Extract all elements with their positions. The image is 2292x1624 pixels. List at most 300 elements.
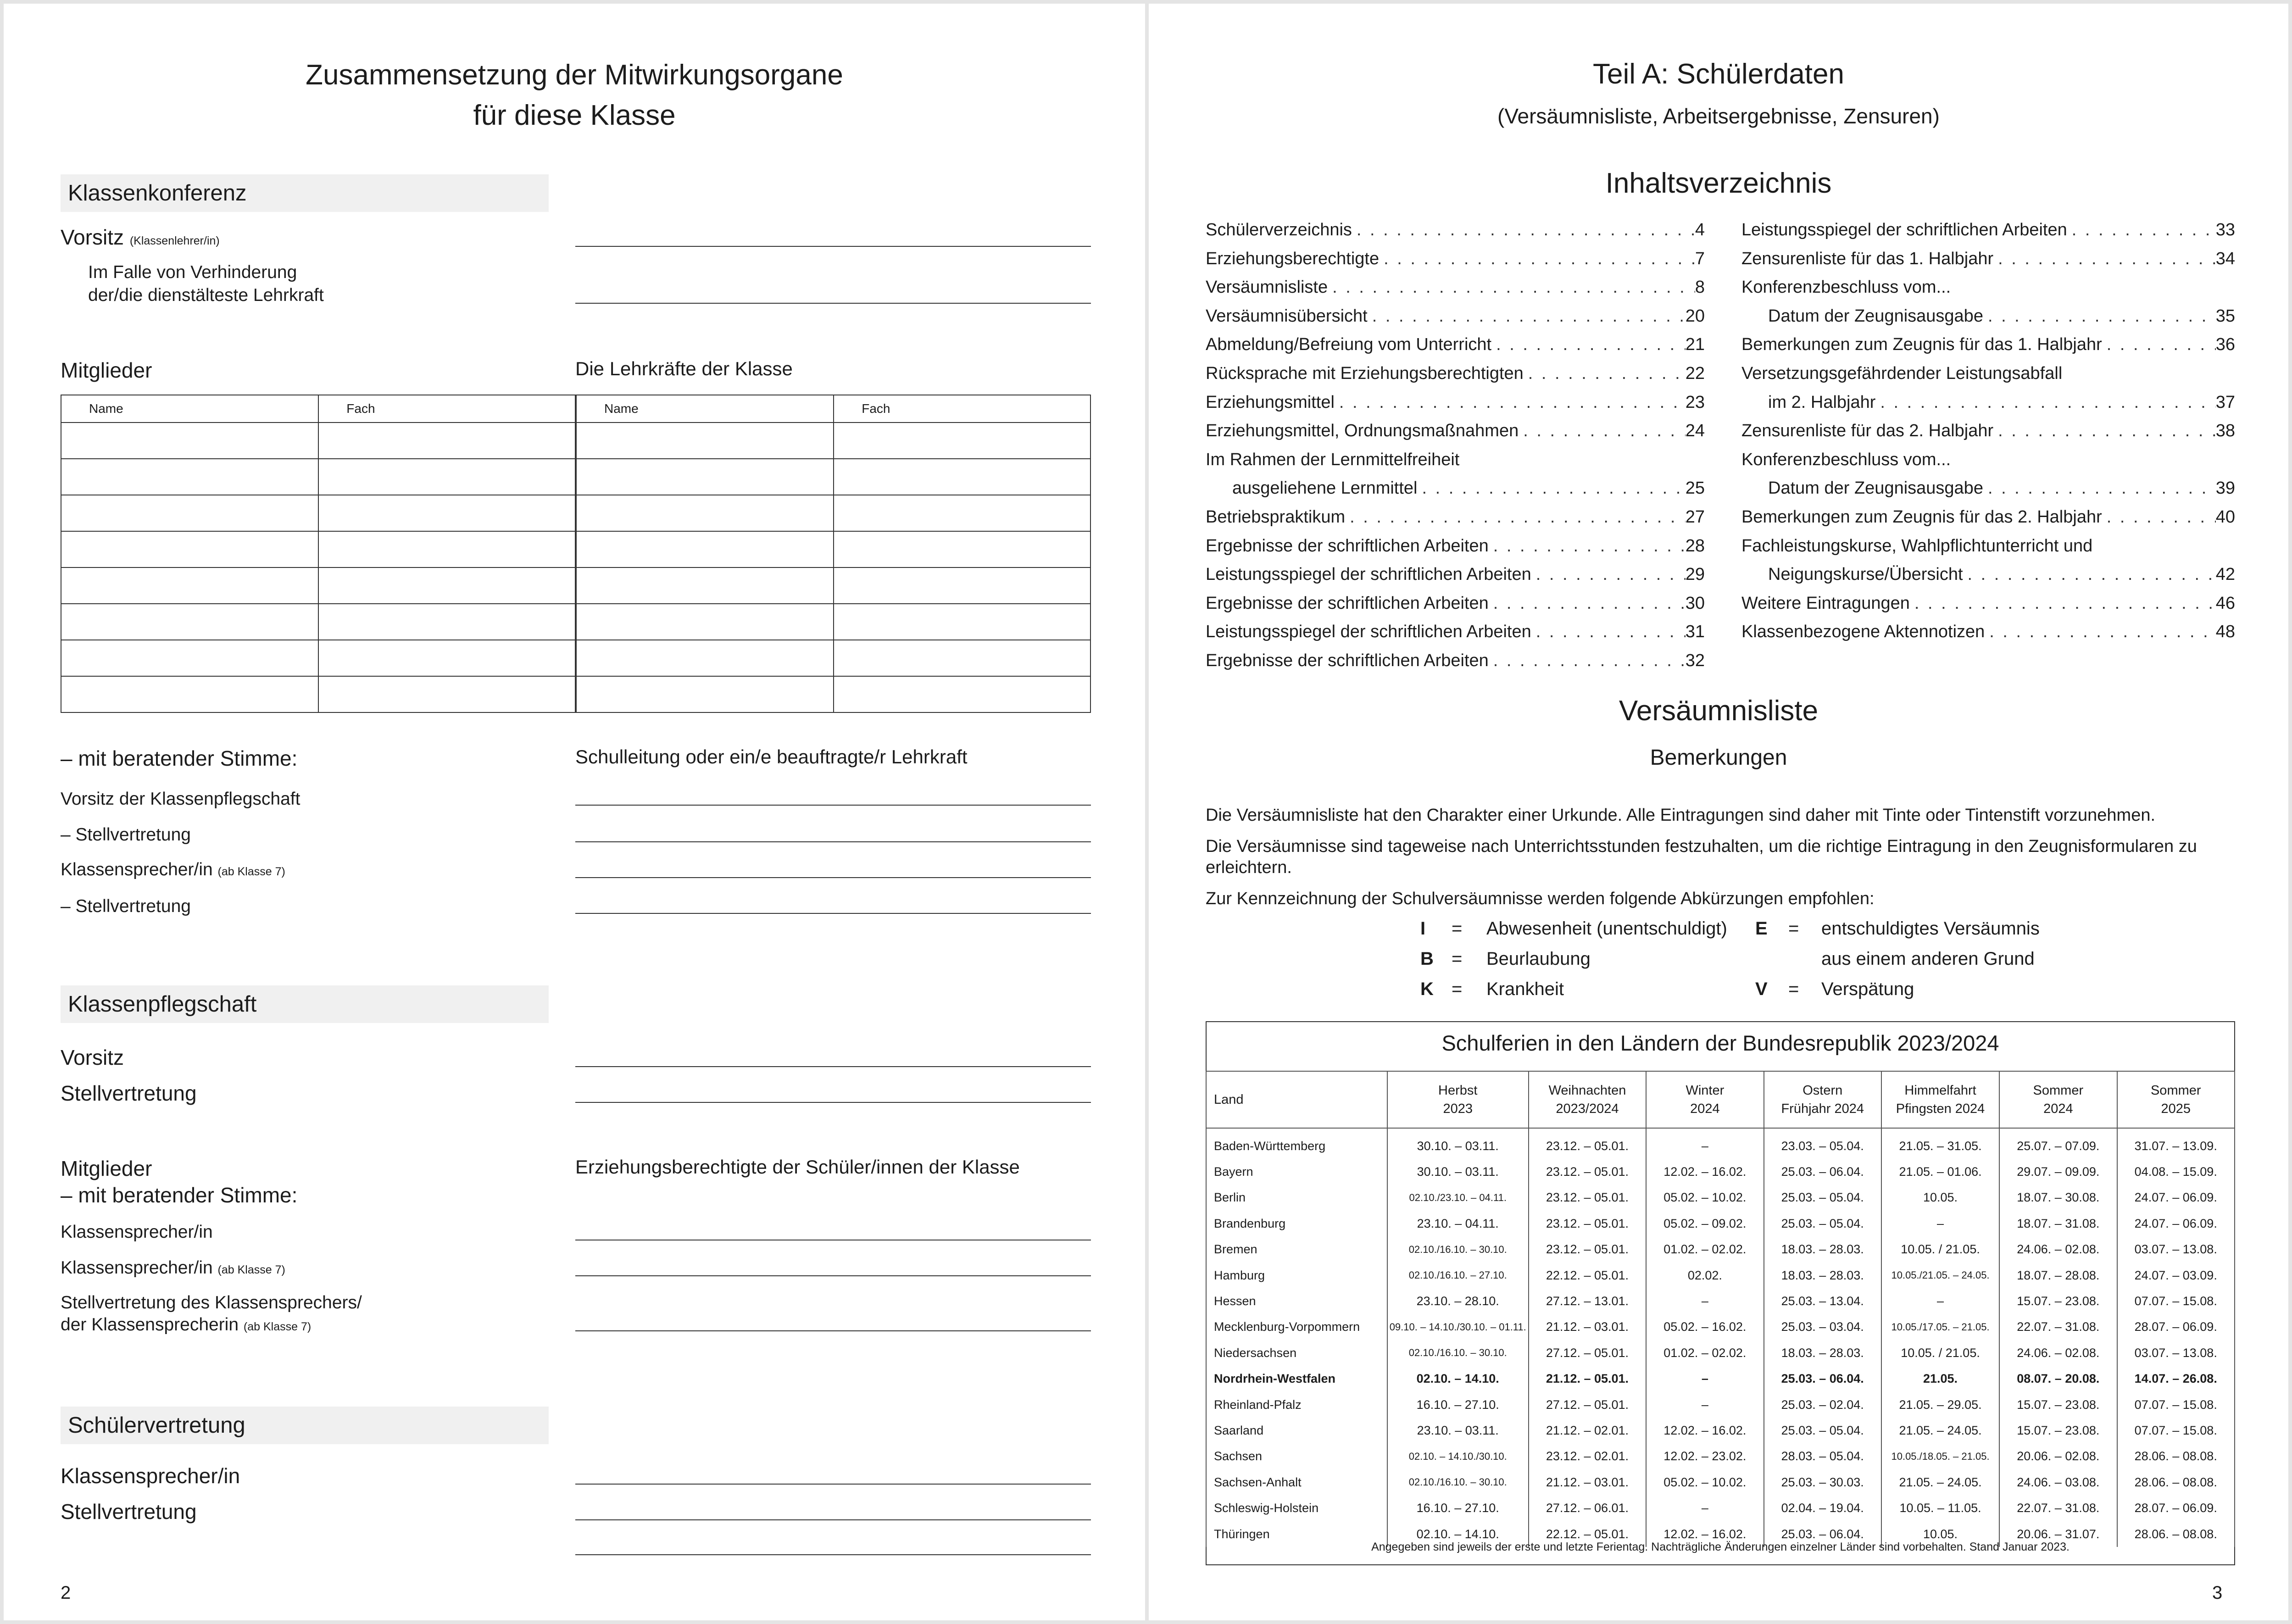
table-row[interactable]	[61, 531, 1090, 567]
abbr-v-eq: =	[1788, 979, 1799, 999]
cell[interactable]	[318, 423, 576, 459]
cell[interactable]	[61, 495, 318, 531]
col-name-1: Name	[61, 395, 318, 423]
toc-entry-title: Rücksprache mit Erziehungsberechtigten	[1206, 364, 1524, 383]
holiday-date-cell: 25.03. – 06.04.	[1764, 1366, 1881, 1392]
holiday-date-cell: 03.07. – 13.08.	[2117, 1340, 2235, 1366]
holiday-date-cell: 25.03. – 13.04.	[1764, 1288, 1881, 1314]
holiday-date-cell: 07.07. – 15.08.	[2117, 1288, 2235, 1314]
holiday-row	[1206, 1444, 2235, 1469]
toc-entry[interactable]	[1206, 565, 1705, 584]
table-row[interactable]	[61, 604, 1090, 640]
ab-klasse-7-hint: (ab Klasse 7)	[217, 865, 285, 878]
stellvertretung-label-2: – Stellvertretung	[61, 896, 191, 916]
toc-page-number: 32	[1685, 651, 1705, 670]
toc-dot-leader	[1519, 421, 1686, 441]
stellvertretung-line-1[interactable]	[575, 841, 1091, 842]
holiday-date-cell: 18.07. – 31.08.	[1999, 1211, 2117, 1236]
toc-entry[interactable]	[1768, 565, 2235, 584]
page-number: 2	[61, 1583, 71, 1603]
holiday-row	[1206, 1288, 2235, 1314]
abbr-k-eq: =	[1452, 979, 1463, 999]
holiday-land-cell: Baden-Württemberg	[1206, 1128, 1387, 1159]
toc-page-number: 40	[2215, 507, 2235, 527]
holiday-date-cell: 18.03. – 28.03.	[1764, 1340, 1881, 1366]
right-subtitle: (Versäumnisliste, Arbeitsergebnisse, Zensuren)	[1497, 104, 1940, 128]
holiday-date-cell: 27.12. – 05.01.	[1529, 1392, 1646, 1418]
vorsitz-klassenpflegschaft-label: Vorsitz der Klassenpflegschaft	[61, 789, 300, 809]
cell[interactable]	[318, 640, 576, 676]
abbr-b-eq: =	[1452, 949, 1463, 969]
toc-entry[interactable]	[1741, 249, 2235, 269]
toc-entry-title: Weitere Eintragungen	[1741, 593, 1910, 613]
holiday-date-cell: 23.12. – 05.01.	[1529, 1237, 1646, 1262]
holiday-date-cell: 02.02.	[1646, 1262, 1764, 1288]
toc-dot-leader	[1328, 278, 1695, 297]
paragraph-2: Die Versäumnisse sind tageweise nach Unterrichtsstunden festzuhalten, um die richtige Eintragung in den Zeugnisformularen zu erleichtern.	[1206, 837, 2197, 877]
toc-entry[interactable]	[1206, 651, 1705, 671]
holiday-header-line-2: 2023	[1443, 1101, 1473, 1116]
holiday-date-cell: 02.10./16.10. – 30.10.	[1387, 1340, 1529, 1366]
holiday-row	[1206, 1159, 2235, 1185]
holiday-date-cell: 29.07. – 09.09.	[1999, 1159, 2117, 1185]
cell[interactable]	[834, 423, 1090, 459]
holiday-date-cell: 20.06. – 31.07.	[1999, 1521, 2117, 1547]
holiday-header-cell	[1646, 1071, 1764, 1128]
table-row[interactable]	[61, 676, 1090, 712]
holiday-date-cell: –	[1646, 1366, 1764, 1392]
sv-klassensprecher-label: Klassensprecher/in	[61, 1464, 240, 1488]
holiday-date-cell: 21.05.	[1881, 1366, 1999, 1392]
toc-page-number: 23	[1685, 392, 1705, 412]
col-fach-2: Fach	[834, 395, 1090, 423]
toc-page-number: 25	[1685, 478, 1705, 498]
toc-entry-title: im 2. Halbjahr	[1768, 392, 1876, 412]
bemerkungen-heading: Bemerkungen	[1650, 745, 1787, 770]
toc-entry[interactable]	[1206, 249, 1705, 269]
holiday-land-cell: Thüringen	[1206, 1521, 1387, 1547]
cell[interactable]	[61, 423, 318, 459]
title-line-1: Zusammensetzung der Mitwirkungsorgane	[306, 59, 843, 91]
toc-entry[interactable]	[1741, 335, 2235, 355]
right-title: Teil A: Schülerdaten	[1592, 58, 1844, 90]
holiday-date-cell: 28.06. – 08.08.	[2117, 1521, 2235, 1547]
toc-entry[interactable]	[1741, 220, 2235, 240]
klassensprecher-text-1: Klassensprecher/in	[61, 860, 213, 879]
holiday-date-cell: 12.02. – 16.02.	[1646, 1159, 1764, 1185]
holiday-date-cell: 25.03. – 06.04.	[1764, 1521, 1881, 1547]
toc-entry-title: Versäumnisliste	[1206, 278, 1328, 297]
toc-entry[interactable]	[1206, 507, 1705, 527]
holiday-date-cell: 28.03. – 05.04.	[1764, 1444, 1881, 1469]
toc-page-number: 31	[1685, 622, 1705, 642]
m2-klassensprecher-label: Klassensprecher/in	[61, 1222, 213, 1242]
stellvertretung-label-1: – Stellvertretung	[61, 825, 191, 845]
page-number: 3	[2212, 1583, 2223, 1603]
page-title	[4, 55, 1145, 136]
toc-entry[interactable]	[1206, 306, 1705, 326]
abbr-b-letter: B	[1420, 949, 1434, 969]
toc-page-number: 22	[1685, 364, 1705, 383]
toc-entry[interactable]	[1741, 536, 2235, 556]
toc-dot-leader	[1985, 622, 2215, 642]
toc-entry-title: Erziehungsberechtigte	[1206, 249, 1380, 268]
title-line-2: für diese Klasse	[473, 100, 676, 131]
m2-klassensprecher-text-2: Klassensprecher/in	[61, 1258, 213, 1278]
holiday-land-cell: Mecklenburg-Vorpommern	[1206, 1314, 1387, 1340]
holiday-date-cell: 25.03. – 02.04.	[1764, 1392, 1881, 1418]
holiday-land-cell: Bremen	[1206, 1237, 1387, 1262]
table-row[interactable]	[61, 423, 1090, 459]
holiday-date-cell: 05.02. – 16.02.	[1646, 1314, 1764, 1340]
holiday-header-line-1: Land	[1214, 1092, 1244, 1107]
toc-entry-title: Betriebspraktikum	[1206, 507, 1346, 527]
vorsitz-klassenpflegschaft-line[interactable]	[575, 805, 1091, 806]
toc-entry[interactable]	[1206, 622, 1705, 642]
cell[interactable]	[576, 676, 834, 712]
m2-stell-label-line-2	[61, 1315, 311, 1335]
holiday-date-cell: 23.12. – 02.01.	[1529, 1444, 1646, 1469]
table-header-row	[61, 395, 1090, 423]
toc-page-number: 35	[2215, 306, 2235, 326]
holiday-header-cell	[2117, 1071, 2235, 1128]
toc-dot-leader	[1875, 393, 2215, 412]
holiday-date-cell: 15.07. – 23.08.	[1999, 1418, 2117, 1443]
toc-entry-title: Zensurenliste für das 2. Halbjahr	[1741, 421, 1994, 441]
cell[interactable]	[834, 604, 1090, 640]
toc-dot-leader	[1418, 478, 1686, 498]
toc-page-number: 21	[1685, 335, 1705, 355]
holiday-header-cell	[1529, 1071, 1646, 1128]
toc-page-number: 29	[1685, 565, 1705, 584]
toc-page-number: 27	[1685, 507, 1705, 527]
toc-page-number: 37	[2215, 392, 2235, 412]
toc-dot-leader	[1352, 220, 1695, 240]
toc-entry[interactable]	[1768, 478, 2235, 498]
toc-entry[interactable]	[1206, 450, 1705, 470]
holiday-date-cell: 24.07. – 06.09.	[2117, 1185, 2235, 1211]
toc-dot-leader	[1489, 594, 1686, 613]
toc-entry-title: Im Rahmen der Lernmittelfreiheit	[1206, 450, 1460, 469]
holiday-date-cell: 07.07. – 15.08.	[2117, 1392, 2235, 1418]
abbr-v-text: Verspätung	[1821, 979, 1914, 999]
holiday-land-cell: Niedersachsen	[1206, 1340, 1387, 1366]
holiday-date-cell: 21.12. – 02.01.	[1529, 1418, 1646, 1443]
holiday-land-cell: Sachsen-Anhalt	[1206, 1469, 1387, 1495]
table-row[interactable]	[61, 567, 1090, 604]
toc-heading: Inhaltsverzeichnis	[1605, 167, 1832, 199]
toc-entry-title: Ergebnisse der schriftlichen Arbeiten	[1206, 651, 1489, 670]
klassensprecher-line-1[interactable]	[575, 877, 1091, 878]
mitglieder-label: Mitglieder	[61, 358, 152, 382]
holiday-date-cell: 23.10. – 28.10.	[1387, 1288, 1529, 1314]
holiday-land-cell: Hessen	[1206, 1288, 1387, 1314]
holiday-date-cell: –	[1881, 1288, 1999, 1314]
holiday-date-cell: 02.10./16.10. – 27.10.	[1387, 1262, 1529, 1288]
holiday-header-cell	[1387, 1071, 1529, 1128]
holiday-date-cell: 07.07. – 15.08.	[2117, 1418, 2235, 1443]
abbr-k-letter: K	[1420, 979, 1434, 999]
holiday-row	[1206, 1314, 2235, 1340]
cell[interactable]	[576, 459, 834, 495]
cell[interactable]	[318, 604, 576, 640]
holiday-row	[1206, 1237, 2235, 1262]
toc-entry[interactable]	[1741, 450, 2235, 470]
holiday-date-cell: 22.07. – 31.08.	[1999, 1314, 2117, 1340]
holiday-header-line-1: Himmelfahrt	[1904, 1083, 1976, 1098]
left-page	[4, 4, 1145, 1620]
toc-page-number: 28	[1685, 536, 1705, 556]
sv-klassensprecher-line[interactable]	[575, 1484, 1091, 1485]
holiday-land-cell: Brandenburg	[1206, 1211, 1387, 1236]
toc-dot-leader	[1531, 622, 1686, 642]
abbr-i-text: Abwesenheit (unentschuldigt)	[1486, 918, 1727, 939]
toc-entry[interactable]	[1206, 278, 1705, 297]
abbr-v-letter: V	[1755, 979, 1768, 999]
vorsitz-line[interactable]	[575, 246, 1091, 247]
sv-stell-label: Stellvertretung	[61, 1500, 197, 1524]
holiday-header-line-1: Sommer	[2033, 1083, 2084, 1098]
cell[interactable]	[576, 640, 834, 676]
holiday-date-cell: 02.10./16.10. – 30.10.	[1387, 1469, 1529, 1495]
sv-stell-line[interactable]	[575, 1519, 1091, 1520]
abbr-e-letter: E	[1755, 918, 1768, 939]
holiday-date-cell: 28.07. – 06.09.	[2117, 1314, 2235, 1340]
cell[interactable]	[61, 531, 318, 567]
beratend-label: – mit beratender Stimme:	[61, 746, 298, 770]
kp-stell-line[interactable]	[575, 1102, 1091, 1103]
holiday-date-cell: –	[1646, 1128, 1764, 1159]
holiday-date-cell: 10.05./18.05. – 21.05.	[1881, 1444, 1999, 1469]
toc-entry[interactable]	[1206, 393, 1705, 412]
abbr-i-letter: I	[1420, 918, 1426, 939]
section-heading-schuelervertretung: Schülervertretung	[61, 1407, 549, 1444]
holiday-date-cell: 21.12. – 03.01.	[1529, 1314, 1646, 1340]
cell[interactable]	[61, 567, 318, 604]
cell[interactable]	[576, 604, 834, 640]
holiday-date-cell: 24.07. – 03.09.	[2117, 1262, 2235, 1288]
toc-entry-title: Zensurenliste für das 1. Halbjahr	[1741, 249, 1994, 268]
toc-dot-leader	[1489, 651, 1686, 671]
holiday-row	[1206, 1366, 2235, 1392]
lehrkraefte-table	[61, 395, 1091, 713]
cell[interactable]	[61, 676, 318, 712]
cell[interactable]	[318, 531, 576, 567]
toc-entry[interactable]	[1741, 594, 2235, 613]
m2-stell-line[interactable]	[575, 1330, 1091, 1331]
toc-entry-title: Leistungsspiegel der schriftlichen Arbeiten	[1741, 220, 2067, 239]
holiday-date-cell: 15.07. – 23.08.	[1999, 1392, 2117, 1418]
abbr-k	[1420, 979, 1434, 1000]
table-row[interactable]	[61, 640, 1090, 676]
paragraph-3: Zur Kennzeichnung der Schulversäumnisse werden folgende Abkürzungen empfohlen:	[1206, 889, 1875, 908]
cell[interactable]	[834, 531, 1090, 567]
toc-dot-leader	[2102, 335, 2216, 355]
holiday-header-line-2: Frühjahr 2024	[1781, 1101, 1864, 1116]
erziehungsberechtigte-label: Erziehungsberechtigte der Schüler/innen der Klasse	[575, 1156, 1020, 1178]
versaeumnisliste-heading: Versäumnisliste	[1619, 695, 1819, 727]
holiday-date-cell: 28.07. – 06.09.	[2117, 1495, 2235, 1521]
holiday-date-cell: 05.02. – 09.02.	[1646, 1211, 1764, 1236]
holiday-land-cell: Hamburg	[1206, 1262, 1387, 1288]
holiday-date-cell: 12.02. – 23.02.	[1646, 1444, 1764, 1469]
toc-dot-leader	[1910, 594, 2216, 613]
holiday-date-cell: 25.03. – 05.04.	[1764, 1185, 1881, 1211]
toc-entry[interactable]	[1741, 364, 2235, 384]
holiday-date-cell: 23.10. – 03.11.	[1387, 1418, 1529, 1443]
toc-dot-leader	[1345, 507, 1686, 527]
toc-entry-title: Erziehungsmittel, Ordnungsmaßnahmen	[1206, 421, 1519, 441]
toc-entry[interactable]	[1768, 306, 2235, 326]
holiday-header-row	[1206, 1071, 2235, 1128]
stellvertretung-line-2[interactable]	[575, 913, 1091, 914]
holiday-date-cell: 22.12. – 05.01.	[1529, 1521, 1646, 1547]
holiday-date-cell: 01.02. – 02.02.	[1646, 1340, 1764, 1366]
cell[interactable]	[834, 459, 1090, 495]
m2-klassensprecher-line-2[interactable]	[575, 1275, 1091, 1276]
right-page	[1149, 4, 2288, 1620]
holiday-date-cell: 14.07. – 26.08.	[2117, 1366, 2235, 1392]
holiday-date-cell: –	[1646, 1495, 1764, 1521]
toc-entry-title: Abmeldung/Befreiung vom Unterricht	[1206, 335, 1492, 355]
toc-entry[interactable]	[1206, 421, 1705, 441]
abbr-i	[1420, 918, 1425, 939]
holiday-date-cell: 31.07. – 13.09.	[2117, 1128, 2235, 1159]
toc-page-number: 46	[2215, 593, 2235, 613]
toc-page-number: 34	[2215, 249, 2235, 268]
abbr-v	[1755, 979, 1768, 1000]
holiday-header-line-1: Sommer	[2150, 1083, 2201, 1098]
cell[interactable]	[834, 640, 1090, 676]
toc-page-number: 4	[1695, 220, 1705, 239]
toc-entry[interactable]	[1206, 364, 1705, 384]
toc-entry[interactable]	[1206, 220, 1705, 240]
cell[interactable]	[61, 604, 318, 640]
sv-extra-line[interactable]	[575, 1554, 1091, 1555]
holiday-footnote: Angegeben sind jeweils der erste und letzte Ferientag. Nachträgliche Änderungen einzelner Länder sind vorbehalten. Stand Januar 2023.	[1371, 1541, 2069, 1553]
holiday-date-cell: 02.10. – 14.10.	[1387, 1366, 1529, 1392]
kp-stell-label: Stellvertretung	[61, 1081, 197, 1105]
holiday-date-cell: 16.10. – 27.10.	[1387, 1392, 1529, 1418]
holiday-date-cell: 03.07. – 13.08.	[2117, 1237, 2235, 1262]
toc-entry[interactable]	[1741, 622, 2235, 642]
holiday-date-cell: 21.05. – 29.05.	[1881, 1392, 1999, 1418]
toc-page-number: 7	[1695, 249, 1705, 268]
kp-vorsitz-label: Vorsitz	[61, 1046, 124, 1069]
holiday-date-cell: 04.08. – 15.09.	[2117, 1159, 2235, 1185]
cell[interactable]	[318, 459, 576, 495]
kp-vorsitz-line[interactable]	[575, 1066, 1091, 1067]
toc-page-number: 30	[1685, 593, 1705, 613]
toc-entry[interactable]	[1232, 478, 1705, 498]
holiday-date-cell: 22.07. – 31.08.	[1999, 1495, 2117, 1521]
cell[interactable]	[834, 567, 1090, 604]
holiday-land-cell: Schleswig-Holstein	[1206, 1495, 1387, 1521]
cell[interactable]	[834, 495, 1090, 531]
toc-entry-title: Fachleistungskurse, Wahlpflichtunterricht und	[1741, 536, 2093, 556]
holiday-date-cell: 22.12. – 05.01.	[1529, 1262, 1646, 1288]
toc-entry[interactable]	[1741, 421, 2235, 441]
toc-page-number: 48	[2215, 622, 2235, 642]
holiday-row	[1206, 1211, 2235, 1236]
toc-entry-title: Konferenzbeschluss vom...	[1741, 450, 1951, 469]
holiday-date-cell: 21.05. – 24.05.	[1881, 1469, 1999, 1495]
toc-dot-leader	[1983, 478, 2216, 498]
cell[interactable]	[318, 676, 576, 712]
toc-entry-title: Bemerkungen zum Zeugnis für das 1. Halbjahr	[1741, 335, 2102, 355]
holiday-date-cell: 25.07. – 07.09.	[1999, 1128, 2117, 1159]
holiday-date-cell: 01.02. – 02.02.	[1646, 1237, 1764, 1262]
toc-entry[interactable]	[1206, 335, 1705, 355]
cell[interactable]	[318, 495, 576, 531]
holiday-land-cell: Berlin	[1206, 1185, 1387, 1211]
holiday-land-cell: Saarland	[1206, 1418, 1387, 1443]
holiday-land-cell: Bayern	[1206, 1159, 1387, 1185]
cell[interactable]	[576, 567, 834, 604]
toc-entry[interactable]	[1206, 594, 1705, 613]
abbr-i-eq: =	[1452, 918, 1463, 939]
cell[interactable]	[576, 531, 834, 567]
holiday-land-cell: Rheinland-Pfalz	[1206, 1392, 1387, 1418]
table-row[interactable]	[61, 459, 1090, 495]
toc-entry[interactable]	[1206, 536, 1705, 556]
toc-entry[interactable]	[1768, 393, 2235, 412]
toc-page-number: 36	[2215, 335, 2235, 355]
toc-entry-title: Konferenzbeschluss vom...	[1741, 278, 1951, 297]
holiday-date-cell: 25.03. – 03.04.	[1764, 1314, 1881, 1340]
cell[interactable]	[61, 640, 318, 676]
verhinderung-line[interactable]	[575, 303, 1091, 304]
holiday-header-cell	[1999, 1071, 2117, 1128]
cell[interactable]	[834, 676, 1090, 712]
toc-entry-title: Erziehungsmittel	[1206, 392, 1335, 412]
toc-entry-title: Klassenbezogene Aktennotizen	[1741, 622, 1985, 642]
m2-klassensprecher-label-2	[61, 1258, 285, 1278]
cell[interactable]	[61, 459, 318, 495]
lehrkraefte-label: Die Lehrkräfte der Klasse	[575, 358, 793, 379]
holiday-date-cell: 21.12. – 05.01.	[1529, 1366, 1646, 1392]
holiday-date-cell: 23.12. – 05.01.	[1529, 1159, 1646, 1185]
holiday-row	[1206, 1418, 2235, 1443]
cell[interactable]	[318, 567, 576, 604]
holiday-header-line-2: 2024	[1690, 1101, 1720, 1116]
holiday-date-cell: 10.05. / 21.05.	[1881, 1340, 1999, 1366]
holiday-date-cell: 24.06. – 02.08.	[1999, 1237, 2117, 1262]
toc-page-number: 8	[1695, 278, 1705, 297]
holiday-date-cell: 05.02. – 10.02.	[1646, 1185, 1764, 1211]
holiday-date-cell: 10.05.	[1881, 1185, 1999, 1211]
holiday-row	[1206, 1340, 2235, 1366]
toc-page-number: 33	[2215, 220, 2235, 239]
abbr-b-text: Beurlaubung	[1486, 949, 1591, 969]
cell[interactable]	[576, 423, 834, 459]
cell[interactable]	[576, 495, 834, 531]
holiday-row	[1206, 1262, 2235, 1288]
holiday-date-cell: 23.12. – 05.01.	[1529, 1211, 1646, 1236]
toc-entry[interactable]	[1741, 507, 2235, 527]
abbr-b	[1420, 949, 1434, 969]
toc-dot-leader	[1491, 335, 1686, 355]
vorsitz-hint: (Klassenlehrer/in)	[129, 234, 220, 247]
verhinderung-line-2: der/die dienstälteste Lehrkraft	[88, 285, 324, 305]
toc-dot-leader	[1335, 393, 1686, 412]
toc-entry[interactable]	[1741, 278, 2235, 297]
holiday-date-cell: 02.10. – 14.10.	[1387, 1521, 1529, 1547]
toc-entry-title: Neigungskurse/Übersicht	[1768, 565, 1963, 584]
table-row[interactable]	[61, 495, 1090, 531]
holiday-header-cell	[1764, 1071, 1881, 1128]
holiday-row	[1206, 1495, 2235, 1521]
